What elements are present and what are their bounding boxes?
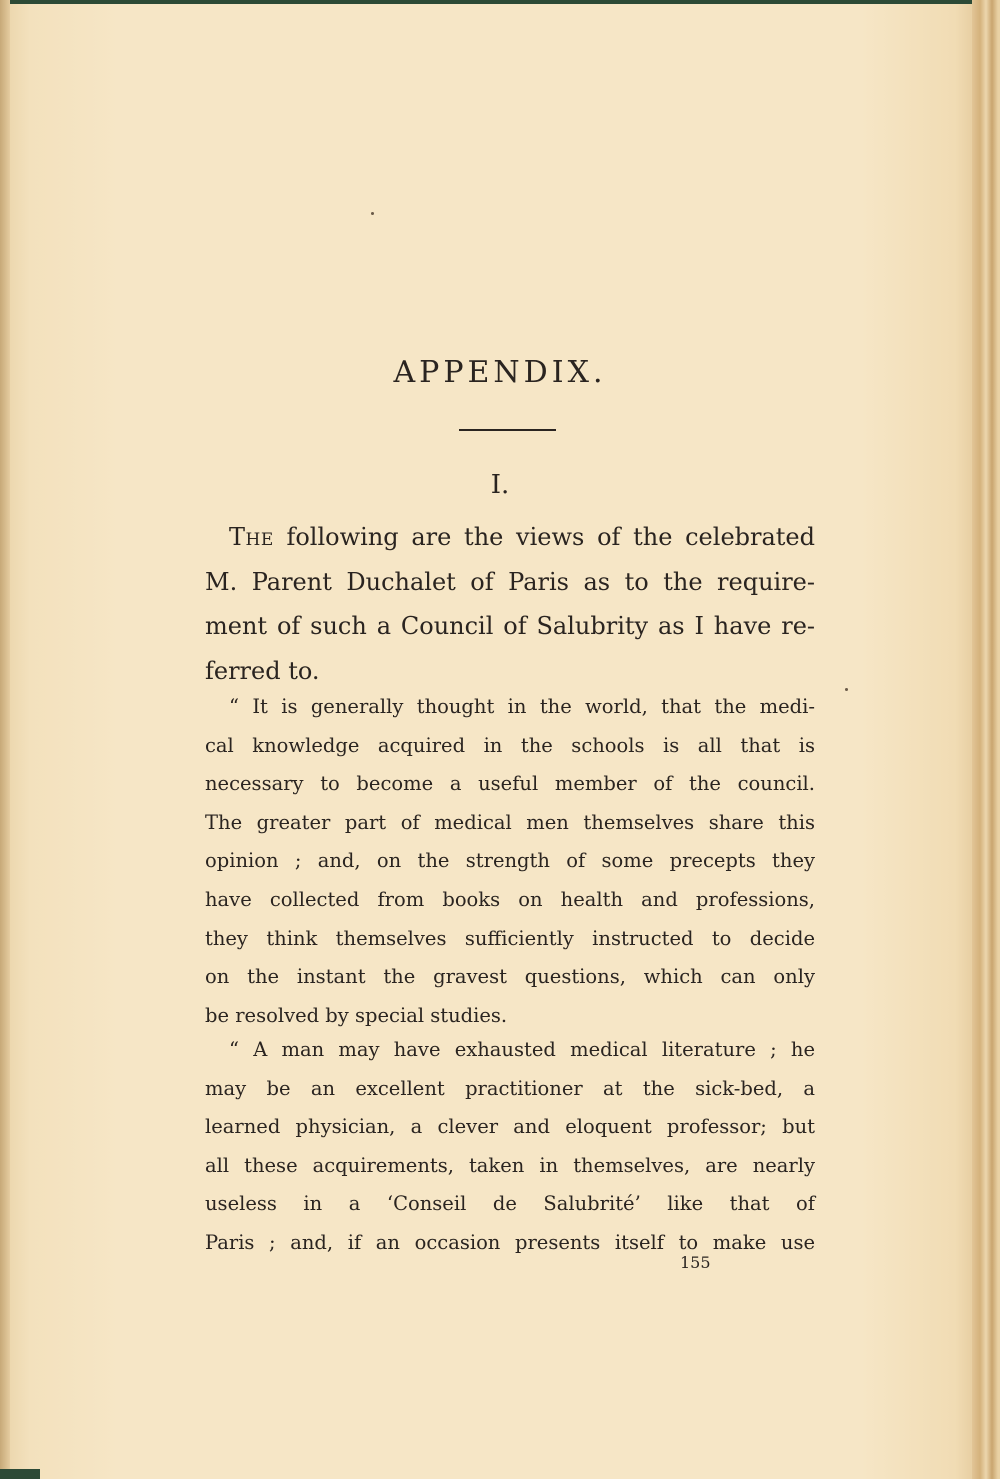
quote-line: may be an excellent practitioner at the sick-bed, a <box>205 1076 815 1100</box>
quote-line: have collected from books on health and professions, <box>205 887 815 911</box>
quote-line: all these acquirements, taken in themselves, are nearly <box>205 1153 815 1177</box>
quote-line: be resolved by special studies. <box>205 1003 508 1027</box>
intro-paragraph <box>205 515 815 693</box>
intro-lead-word: The <box>229 523 274 551</box>
quote-line: learned physician, a clever and eloquent professor; but <box>205 1115 815 1139</box>
section-numeral: I. <box>490 470 510 500</box>
cover-edge-bottom <box>0 1469 40 1479</box>
page-edges-right <box>972 0 1000 1479</box>
ink-speck <box>371 212 374 215</box>
quote-line: necessary to become a useful member of the council. <box>205 772 815 796</box>
quote-line: useless in a ‘Conseil de Salubrité’ like that of <box>205 1192 815 1216</box>
intro-line: M. Parent Duchalet of Paris as to the require- <box>205 567 815 596</box>
gutter-shadow <box>0 0 10 1479</box>
quote-line: cal knowledge acquired in the schools is all that is <box>205 733 815 757</box>
quote-paragraph-1 <box>205 688 815 1035</box>
quote-line: The greater part of medical men themselves share this <box>205 810 815 834</box>
intro-line: ferred to. <box>205 656 320 685</box>
page-number: 155 <box>680 1253 711 1272</box>
quote-line: opinion ; and, on the strength of some precepts they <box>205 849 815 873</box>
cover-edge-top <box>0 0 1000 4</box>
quote-line: on the instant the gravest questions, which can only <box>205 965 815 989</box>
quote-line: Paris ; and, if an occasion presents itself to make use <box>205 1230 815 1254</box>
heading-rule <box>459 429 556 431</box>
appendix-heading: APPENDIX. <box>393 355 607 390</box>
quote-line: “ It is generally thought in the world, that the medi- <box>229 695 815 718</box>
ink-speck <box>845 688 848 691</box>
quote-line: “ A man may have exhausted medical literature ; he <box>229 1038 815 1061</box>
quote-paragraph-2 <box>205 1031 815 1263</box>
intro-line: ment of such a Council of Salubrity as I have re- <box>205 612 815 640</box>
quote-line: they think themselves sufficiently instructed to decide <box>205 926 815 950</box>
intro-line: The following are the views of the celebrated <box>229 523 815 551</box>
